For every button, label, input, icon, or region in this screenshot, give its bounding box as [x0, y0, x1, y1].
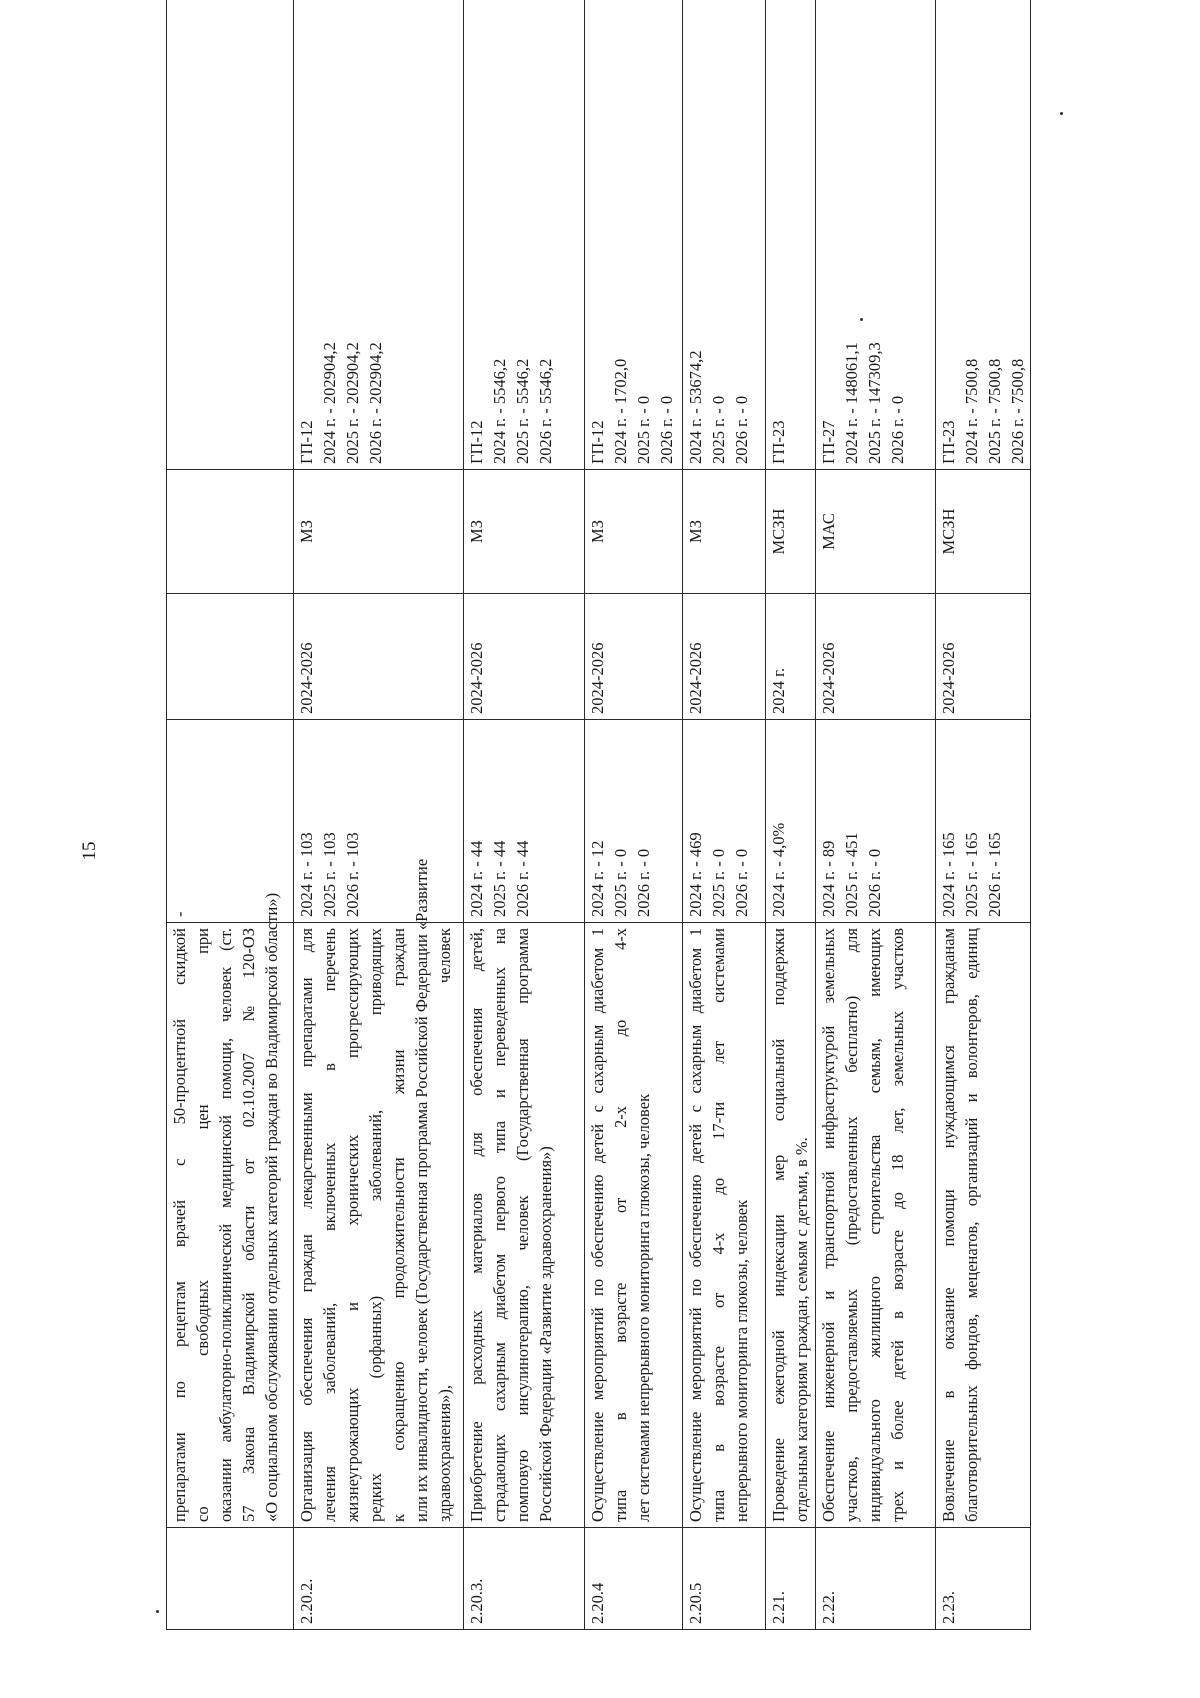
row-number: 2.20.3. — [464, 1528, 585, 1630]
measure-description: Обеспечение инженерной и транспортной инфраструктурой земельных участков, предоставляемых (предоставленных бесплатно) для индивидуального жилищного строительства семьям, имеющих трех и более детей в возрасте до 18 лет, земельных участков — [816, 923, 936, 1528]
indicator-values — [585, 720, 683, 923]
funding-values — [683, 0, 766, 470]
page-number: 15 — [79, 841, 100, 861]
indicator-values — [683, 720, 766, 923]
funding-line: 2024 г. - 53674,2 — [686, 350, 705, 464]
indicator-line: - — [170, 911, 189, 917]
measure-description: Вовлечение в оказание помощи нуждающимся гражданам благотворительных фондов, меценатов, организаций и волонтеров, единиц — [936, 923, 1031, 1528]
funding-line: 2024 г. - 1702,0 — [611, 358, 630, 464]
indicator-values — [464, 720, 585, 923]
period: 2024 г. — [766, 594, 816, 720]
indicator-values — [294, 720, 464, 923]
row-number: 2.21. — [766, 1528, 816, 1630]
table-row — [936, 0, 1031, 1630]
executor: МЗ — [683, 470, 766, 594]
measure-description: препаратами по рецептам врачей с 50-процентной скидкой со свободных цен при оказании амбулаторно-поликлинической медицинской помощи, человек (ст. 57 Закона Владимирской области от 02.10.2007 №120-ОЗ «О социальном обслуживании отдельных категорий граждан во Владимирской области») — [167, 923, 294, 1528]
period: 2024-2026 — [816, 594, 936, 720]
funding-values — [294, 0, 464, 470]
measure-description: Проведение ежегодной индексации мер социальной поддержки отдельным категориям граждан, семьям с детьми, в %. — [766, 923, 816, 1528]
row-number: 2.20.2. — [294, 1528, 464, 1630]
table-row — [766, 0, 816, 1630]
indicator-line: 2024 г. - 103 — [297, 832, 316, 917]
funding-line: 2025 г. - 5546,2 — [513, 358, 532, 464]
row-number: 2.22. — [816, 1528, 936, 1630]
period — [167, 594, 294, 720]
measure-description: Организация обеспечения граждан лекарственными препаратами для лечения заболеваний, включенных в перечень жизнеугрожающих и хронических прогрессирующих редких (орфанных) заболеваний, приводящих к сокращению продолжительности жизни граждан или их инвалидности, человек (Государственная программа Российской Федерации «Развитие здравоохранения»), человек — [294, 923, 464, 1528]
indicator-line: 2026 г. - 103 — [343, 832, 362, 917]
indicator-line: 2025 г. - 103 — [320, 832, 339, 917]
funding-line: 2024 г. - 148061,1 — [842, 342, 861, 464]
funding-line: 2024 г. - 7500,8 — [962, 358, 981, 464]
table-row — [464, 0, 585, 1630]
period: 2024-2026 — [936, 594, 1031, 720]
indicator-line: 2025 г. - 0 — [709, 848, 728, 917]
table-row — [585, 0, 683, 1630]
funding-line: 2024 г. - 202904,2 — [320, 342, 339, 464]
measures-table — [166, 0, 1031, 1630]
executor — [167, 470, 294, 594]
funding-values — [585, 0, 683, 470]
indicator-line: 2025 г. - 0 — [611, 848, 630, 917]
executor: МСЗН — [936, 470, 1031, 594]
indicator-line: 2025 г. - 44 — [490, 840, 509, 917]
executor: МСЗН — [766, 470, 816, 594]
executor: МЗ — [464, 470, 585, 594]
table-row — [816, 0, 936, 1630]
table-row — [294, 0, 464, 1630]
funding-values — [816, 0, 936, 470]
table-row — [167, 0, 294, 1630]
row-number: 2.23. — [936, 1528, 1031, 1630]
executor: МЗ — [294, 470, 464, 594]
funding-line: 2026 г. - 0 — [657, 395, 676, 464]
indicator-line: 2024 г. - 4,0% — [769, 822, 788, 917]
period: 2024-2026 — [585, 594, 683, 720]
funding-line: 2025 г. - 0 — [709, 395, 728, 464]
funding-line: 2025 г. - 147309,3 — [865, 342, 884, 464]
funding-line: 2024 г. - 5546,2 — [490, 358, 509, 464]
funding-values — [766, 0, 816, 470]
funding-line: ГП-27 — [819, 420, 838, 464]
measure-description: Осуществление мероприятий по обеспечению детей с сахарным диабетом 1 типа в возрасте от 2-х до 4-х лет системами непрерывного мониторинга глюкозы, человек — [585, 923, 683, 1528]
funding-values — [936, 0, 1031, 470]
funding-line: 2026 г. - 0 — [888, 395, 907, 464]
funding-line: 2025 г. - 0 — [634, 395, 653, 464]
period: 2024-2026 — [464, 594, 585, 720]
funding-line: 2026 г. - 202904,2 — [366, 342, 385, 464]
indicator-line: 2026 г. - 0 — [732, 848, 751, 917]
funding-line: ГП-12 — [467, 420, 486, 464]
indicator-values — [816, 720, 936, 923]
row-number — [167, 1528, 294, 1630]
measure-description: Осуществление мероприятий по обеспечению детей с сахарным диабетом 1 типа в возрасте от 4-х до 17-ти лет системами непрерывного мониторинга глюкозы, человек — [683, 923, 766, 1528]
scan-speck — [156, 1610, 159, 1613]
funding-values — [464, 0, 585, 470]
funding-line: 2026 г. - 5546,2 — [536, 358, 555, 464]
indicator-line: 2024 г. - 165 — [939, 832, 958, 917]
indicator-line: 2026 г. - 0 — [865, 848, 884, 917]
indicator-values — [936, 720, 1031, 923]
funding-line: ГП-23 — [769, 420, 788, 464]
indicator-line: 2026 г. - 44 — [513, 840, 532, 917]
indicator-line: 2025 г. - 451 — [842, 832, 861, 917]
funding-line: ГП-12 — [588, 420, 607, 464]
executor: МЗ — [585, 470, 683, 594]
row-number: 2.20.5 — [683, 1528, 766, 1630]
indicator-line: 2026 г. - 0 — [634, 848, 653, 917]
funding-values — [167, 0, 294, 470]
funding-line: 2026 г. - 7500,8 — [1008, 358, 1027, 464]
row-number: 2.20.4 — [585, 1528, 683, 1630]
funding-line: 2025 г. - 7500,8 — [985, 358, 1004, 464]
funding-line: ГП-23 — [939, 420, 958, 464]
period: 2024-2026 — [294, 594, 464, 720]
indicator-line: 2024 г. - 44 — [467, 840, 486, 917]
indicator-line: 2024 г. - 89 — [819, 840, 838, 917]
executor: МАС — [816, 470, 936, 594]
table-body — [167, 0, 1031, 1630]
indicator-line: 2024 г. - 469 — [686, 832, 705, 917]
indicator-values — [766, 720, 816, 923]
table-row — [683, 0, 766, 1630]
rotated-table-container — [166, 0, 1166, 1630]
indicator-line: 2026 г. - 165 — [985, 832, 1004, 917]
measure-description: Приобретение расходных материалов для обеспечения детей, страдающих сахарным диабетом первого типа и переведенных на помповую инсулинотерапию, человек (Государственная программа Российской Федерации «Развитие здравоохранения») — [464, 923, 585, 1528]
funding-line: ГП-12 — [297, 420, 316, 464]
indicator-line: 2025 г. - 165 — [962, 832, 981, 917]
funding-line: 2026 г. - 0 — [732, 395, 751, 464]
funding-line: 2025 г. - 202904,2 — [343, 342, 362, 464]
indicator-line: 2024 г. - 12 — [588, 840, 607, 917]
period: 2024-2026 — [683, 594, 766, 720]
